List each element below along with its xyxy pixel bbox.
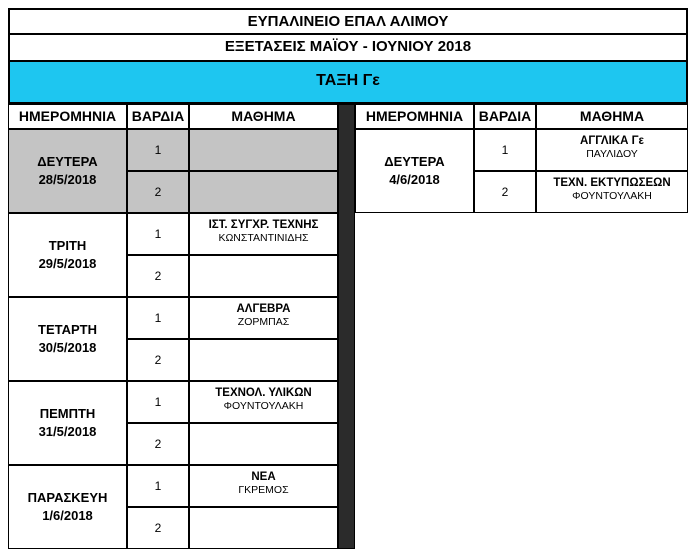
subject-name: ΙΣΤ. ΣΥΓΧΡ. ΤΕΧΝΗΣ xyxy=(208,219,319,231)
class-band: ΤΑΞΗ Γε xyxy=(8,62,688,104)
day-name: ΔΕΥΤΕΡΑ xyxy=(37,154,98,169)
subject-cell xyxy=(189,171,338,213)
subject-name: ΤΕΧΝΟΛ. ΥΛΙΚΩΝ xyxy=(215,387,312,399)
subject-cell xyxy=(189,381,338,423)
left-header-shift: ΒΑΡΔΙΑ xyxy=(127,104,189,129)
shift-number: 1 xyxy=(127,381,189,423)
teacher-name: ΦΟΥΝΤΟΥΛΑΚΗ xyxy=(572,190,652,202)
day-cell xyxy=(8,213,127,297)
shift-number: 1 xyxy=(127,129,189,171)
shift-number: 2 xyxy=(127,423,189,465)
subject-cell xyxy=(189,129,338,171)
subject-name: ΑΓΓΛΙΚΑ Γε xyxy=(580,135,644,147)
day-cell xyxy=(8,465,127,549)
column-divider xyxy=(338,104,355,549)
teacher-name: ΖΟΡΜΠΑΣ xyxy=(237,316,290,328)
shift-number: 1 xyxy=(127,297,189,339)
subject-cell xyxy=(189,297,338,339)
teacher-name: ΦΟΥΝΤΟΥΛΑΚΗ xyxy=(223,400,304,412)
shift-number: 1 xyxy=(127,465,189,507)
day-date: 30/5/2018 xyxy=(38,340,97,355)
exams-title: ΕΞΕΤΑΣΕΙΣ ΜΑΪΟΥ - ΙΟΥΝΙΟΥ 2018 xyxy=(8,35,688,62)
shift-number: 2 xyxy=(127,339,189,381)
subject-name: ΝΕΑ xyxy=(251,471,276,483)
day-cell xyxy=(8,297,127,381)
subject-cell xyxy=(189,465,338,507)
day-name: ΔΕΥΤΕΡΑ xyxy=(384,154,445,169)
teacher-name: ΓΚΡΕΜΟΣ xyxy=(238,484,289,496)
subject-cell xyxy=(189,213,338,255)
day-date: 28/5/2018 xyxy=(38,172,97,187)
day-date: 1/6/2018 xyxy=(42,508,93,523)
school-title: ΕΥΠΑΛΙΝΕΙΟ ΕΠΑΛ ΑΛΙΜΟΥ xyxy=(8,8,688,35)
shift-number: 2 xyxy=(127,255,189,297)
shift-number: 2 xyxy=(127,171,189,213)
subject-cell xyxy=(536,129,688,171)
subject-cell xyxy=(189,339,338,381)
shift-number: 2 xyxy=(127,507,189,549)
teacher-name: ΠΑΥΛΙΔΟΥ xyxy=(586,148,638,160)
subject-cell xyxy=(189,423,338,465)
subject-cell xyxy=(189,255,338,297)
subject-name: ΤΕΧΝ. ΕΚΤΥΠΩΣΕΩΝ xyxy=(553,177,671,189)
subject-name: ΑΛΓΕΒΡΑ xyxy=(236,303,291,315)
day-date: 29/5/2018 xyxy=(38,256,97,271)
day-cell xyxy=(8,381,127,465)
day-cell xyxy=(8,129,127,213)
left-header-subject: ΜΑΘΗΜΑ xyxy=(189,104,338,129)
day-name: ΤΡΙΤΗ xyxy=(48,238,87,253)
day-date: 31/5/2018 xyxy=(38,424,97,439)
day-cell xyxy=(355,129,474,213)
shift-number: 1 xyxy=(474,129,536,171)
teacher-name: ΚΩΝΣΤΑΝΤΙΝΙΔΗΣ xyxy=(218,232,309,244)
shift-number: 1 xyxy=(127,213,189,255)
right-header-date: ΗΜΕΡΟΜΗΝΙΑ xyxy=(355,104,474,129)
shift-number: 2 xyxy=(474,171,536,213)
day-name: ΠΑΡΑΣΚΕΥΗ xyxy=(27,490,108,505)
right-header-shift: ΒΑΡΔΙΑ xyxy=(474,104,536,129)
day-date: 4/6/2018 xyxy=(389,172,440,187)
day-name: ΠΕΜΠΤΗ xyxy=(39,406,96,421)
subject-cell xyxy=(536,171,688,213)
subject-cell xyxy=(189,507,338,549)
right-header-subject: ΜΑΘΗΜΑ xyxy=(536,104,688,129)
left-header-date: ΗΜΕΡΟΜΗΝΙΑ xyxy=(8,104,127,129)
day-name: ΤΕΤΑΡΤΗ xyxy=(38,322,97,337)
